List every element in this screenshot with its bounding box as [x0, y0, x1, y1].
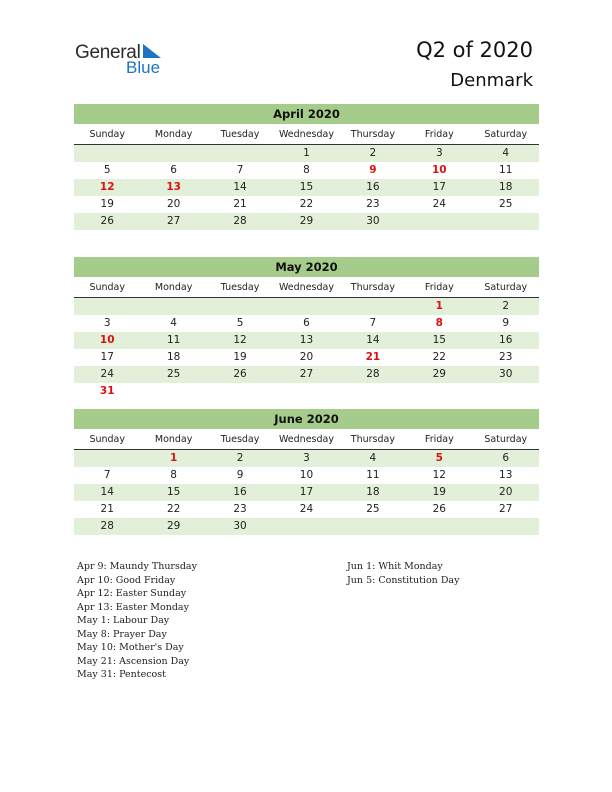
- day-cell: 29: [299, 215, 314, 227]
- day-cell: 10: [299, 469, 314, 481]
- day-cell: [207, 383, 273, 400]
- weekday-label: Thursday: [350, 282, 395, 293]
- day-cell: [340, 298, 406, 315]
- logo-triangle-icon: [141, 44, 161, 58]
- day-cell: 18: [366, 486, 380, 498]
- weekday-label: Wednesday: [278, 434, 334, 445]
- week-row: [74, 162, 539, 179]
- holiday-list-column-2: [347, 560, 459, 587]
- day-cell: 3: [435, 147, 443, 159]
- holiday-day-cell: 5: [435, 452, 443, 464]
- day-cell: 2: [502, 300, 510, 312]
- day-cell: [340, 518, 406, 535]
- day-cell: 12: [432, 469, 446, 481]
- day-cell: 25: [366, 503, 380, 515]
- week-row: [74, 213, 539, 230]
- logo: [75, 42, 175, 78]
- week-row: [74, 383, 539, 400]
- day-cell: [406, 213, 472, 230]
- weekday-label: Thursday: [350, 434, 395, 445]
- day-cell: [473, 518, 539, 535]
- day-cell: 6: [502, 452, 510, 464]
- day-cell: [140, 298, 206, 315]
- holiday-entry: Apr 10: Good Friday: [77, 574, 176, 586]
- holiday-entry: May 21: Ascension Day: [77, 655, 190, 667]
- month-title: May 2020: [74, 257, 539, 277]
- quarter-title: Q2 of 2020: [416, 38, 533, 62]
- day-cell: 27: [299, 368, 314, 380]
- day-cell: 5: [236, 317, 244, 329]
- weekday-label: Sunday: [89, 129, 125, 140]
- week-row: [74, 450, 539, 467]
- day-cell: 21: [233, 198, 247, 210]
- holiday-day-cell: 21: [365, 351, 381, 363]
- month-weeks: [74, 298, 539, 400]
- day-cell: 6: [170, 164, 177, 176]
- day-cell: 4: [170, 317, 177, 329]
- holiday-entry: Apr 9: Maundy Thursday: [77, 561, 197, 572]
- weekday-label: Monday: [154, 434, 193, 445]
- holiday-entry: Jun 1: Whit Monday: [347, 561, 443, 572]
- day-cell: 19: [100, 198, 114, 210]
- day-cell: 28: [366, 368, 380, 380]
- weekday-label: Saturday: [484, 434, 528, 445]
- day-cell: 20: [299, 351, 314, 363]
- day-cell: 21: [100, 503, 114, 515]
- day-cell: 22: [299, 198, 314, 210]
- day-cell: 3: [103, 317, 111, 329]
- day-cell: 29: [166, 520, 181, 532]
- day-cell: 27: [499, 503, 513, 515]
- day-cell: [140, 383, 206, 400]
- month-weeks: [74, 145, 539, 230]
- weekday-label: Saturday: [484, 129, 528, 140]
- day-cell: 25: [166, 368, 181, 380]
- day-cell: [340, 383, 406, 400]
- day-cell: 23: [233, 503, 247, 515]
- week-row: [74, 349, 539, 366]
- day-cell: 7: [236, 164, 244, 176]
- weekday-label: Monday: [154, 129, 193, 140]
- weekday-label: Thursday: [350, 129, 395, 140]
- day-cell: 24: [100, 368, 114, 380]
- day-cell: 8: [170, 469, 177, 481]
- day-cell: [273, 383, 339, 400]
- day-cell: 14: [366, 334, 380, 346]
- day-cell: 2: [236, 452, 244, 464]
- day-cell: 13: [299, 334, 314, 346]
- day-cell: 17: [299, 486, 314, 498]
- day-cell: 13: [499, 469, 513, 481]
- weekday-label: Wednesday: [278, 129, 334, 140]
- day-cell: 29: [432, 368, 446, 380]
- holiday-day-cell: 10: [99, 334, 115, 346]
- holiday-entry: May 31: Pentecost: [77, 669, 166, 680]
- day-cell: 14: [233, 181, 247, 193]
- holiday-day-cell: 1: [169, 452, 178, 464]
- holiday-day-cell: 8: [435, 317, 443, 329]
- day-cell: [74, 450, 140, 467]
- day-cell: [207, 298, 273, 315]
- weekday-header: [74, 127, 539, 145]
- day-cell: 2: [369, 147, 377, 159]
- day-cell: 30: [233, 520, 247, 532]
- holiday-day-cell: 1: [435, 300, 443, 312]
- holiday-day-cell: 12: [99, 181, 115, 193]
- week-row: [74, 366, 539, 383]
- month-weeks: [74, 450, 539, 535]
- day-cell: 24: [432, 198, 446, 210]
- weekday-label: Sunday: [89, 282, 125, 293]
- weekday-label: Sunday: [89, 434, 125, 445]
- day-cell: [406, 383, 472, 400]
- weekday-label: Tuesday: [220, 282, 260, 293]
- week-row: [74, 501, 539, 518]
- holiday-entry: May 8: Prayer Day: [77, 628, 167, 640]
- day-cell: 15: [299, 181, 314, 193]
- day-cell: 15: [166, 486, 181, 498]
- week-row: [74, 332, 539, 349]
- weekday-header: [74, 432, 539, 450]
- day-cell: [74, 145, 140, 162]
- holiday-day-cell: 31: [99, 385, 115, 397]
- day-cell: 17: [100, 351, 114, 363]
- day-cell: [140, 145, 206, 162]
- day-cell: [273, 518, 339, 535]
- day-cell: 22: [432, 351, 446, 363]
- holiday-entry: Apr 12: Easter Sunday: [77, 588, 187, 599]
- weekday-label: Saturday: [484, 282, 528, 293]
- country-name: Denmark: [450, 70, 533, 91]
- week-row: [74, 298, 539, 315]
- day-cell: [473, 383, 539, 400]
- day-cell: 16: [233, 486, 247, 498]
- day-cell: 26: [432, 503, 446, 515]
- day-cell: [473, 213, 539, 230]
- weekday-label: Friday: [424, 434, 454, 445]
- holiday-entry: Apr 13: Easter Monday: [77, 601, 189, 613]
- day-cell: 30: [499, 368, 513, 380]
- day-cell: [273, 298, 339, 315]
- holiday-entry: Jun 5: Constitution Day: [347, 574, 460, 586]
- holiday-list-column-1: [77, 560, 197, 682]
- day-cell: 7: [369, 317, 377, 329]
- day-cell: 30: [366, 215, 380, 227]
- day-cell: 23: [499, 351, 513, 363]
- day-cell: 26: [233, 368, 247, 380]
- day-cell: 17: [432, 181, 446, 193]
- day-cell: 15: [432, 334, 446, 346]
- day-cell: 4: [502, 147, 510, 159]
- day-cell: 19: [432, 486, 446, 498]
- day-cell: 26: [100, 215, 114, 227]
- day-cell: 28: [233, 215, 247, 227]
- logo-blue-text: Blue: [126, 58, 161, 77]
- holiday-day-cell: 9: [369, 164, 377, 176]
- day-cell: 18: [166, 351, 181, 363]
- day-cell: 16: [366, 181, 380, 193]
- day-cell: [406, 518, 472, 535]
- week-row: [74, 145, 539, 162]
- day-cell: 20: [499, 486, 513, 498]
- month-june: [74, 409, 539, 535]
- week-row: [74, 315, 539, 332]
- day-cell: 4: [369, 452, 377, 464]
- weekday-label: Tuesday: [220, 434, 260, 445]
- weekday-label: Friday: [424, 282, 454, 293]
- holiday-day-cell: 13: [166, 181, 181, 193]
- day-cell: 11: [166, 334, 181, 346]
- weekday-label: Tuesday: [220, 129, 260, 140]
- day-cell: 16: [499, 334, 513, 346]
- day-cell: 14: [100, 486, 114, 498]
- holiday-day-cell: 10: [432, 164, 447, 176]
- day-cell: 22: [166, 503, 181, 515]
- day-cell: [74, 298, 140, 315]
- weekday-label: Monday: [154, 282, 193, 293]
- weekday-header: [74, 280, 539, 298]
- day-cell: 11: [366, 469, 380, 481]
- day-cell: 8: [303, 164, 310, 176]
- holiday-entry: May 10: Mother's Day: [77, 642, 184, 653]
- day-cell: 20: [166, 198, 181, 210]
- day-cell: 9: [502, 317, 510, 329]
- day-cell: 18: [499, 181, 513, 193]
- day-cell: 9: [236, 469, 244, 481]
- weekday-label: Wednesday: [278, 282, 334, 293]
- week-row: [74, 179, 539, 196]
- day-cell: 6: [303, 317, 310, 329]
- day-cell: 27: [166, 215, 181, 227]
- day-cell: 12: [233, 334, 247, 346]
- day-cell: 7: [103, 469, 111, 481]
- holiday-entry: May 1: Labour Day: [77, 615, 170, 626]
- day-cell: 25: [499, 198, 513, 210]
- month-title: June 2020: [74, 409, 539, 429]
- day-cell: 19: [233, 351, 247, 363]
- day-cell: 5: [103, 164, 111, 176]
- logo-general-text: General: [75, 42, 141, 63]
- weekday-label: Friday: [424, 129, 454, 140]
- month-april: [74, 104, 539, 230]
- day-cell: 24: [299, 503, 314, 515]
- week-row: [74, 467, 539, 484]
- day-cell: 11: [499, 164, 513, 176]
- month-title: April 2020: [74, 104, 539, 124]
- day-cell: 3: [303, 452, 310, 464]
- day-cell: 23: [366, 198, 380, 210]
- week-row: [74, 196, 539, 213]
- day-cell: [207, 145, 273, 162]
- day-cell: 28: [100, 520, 114, 532]
- week-row: [74, 518, 539, 535]
- month-may: [74, 257, 539, 400]
- week-row: [74, 484, 539, 501]
- day-cell: 1: [303, 147, 310, 159]
